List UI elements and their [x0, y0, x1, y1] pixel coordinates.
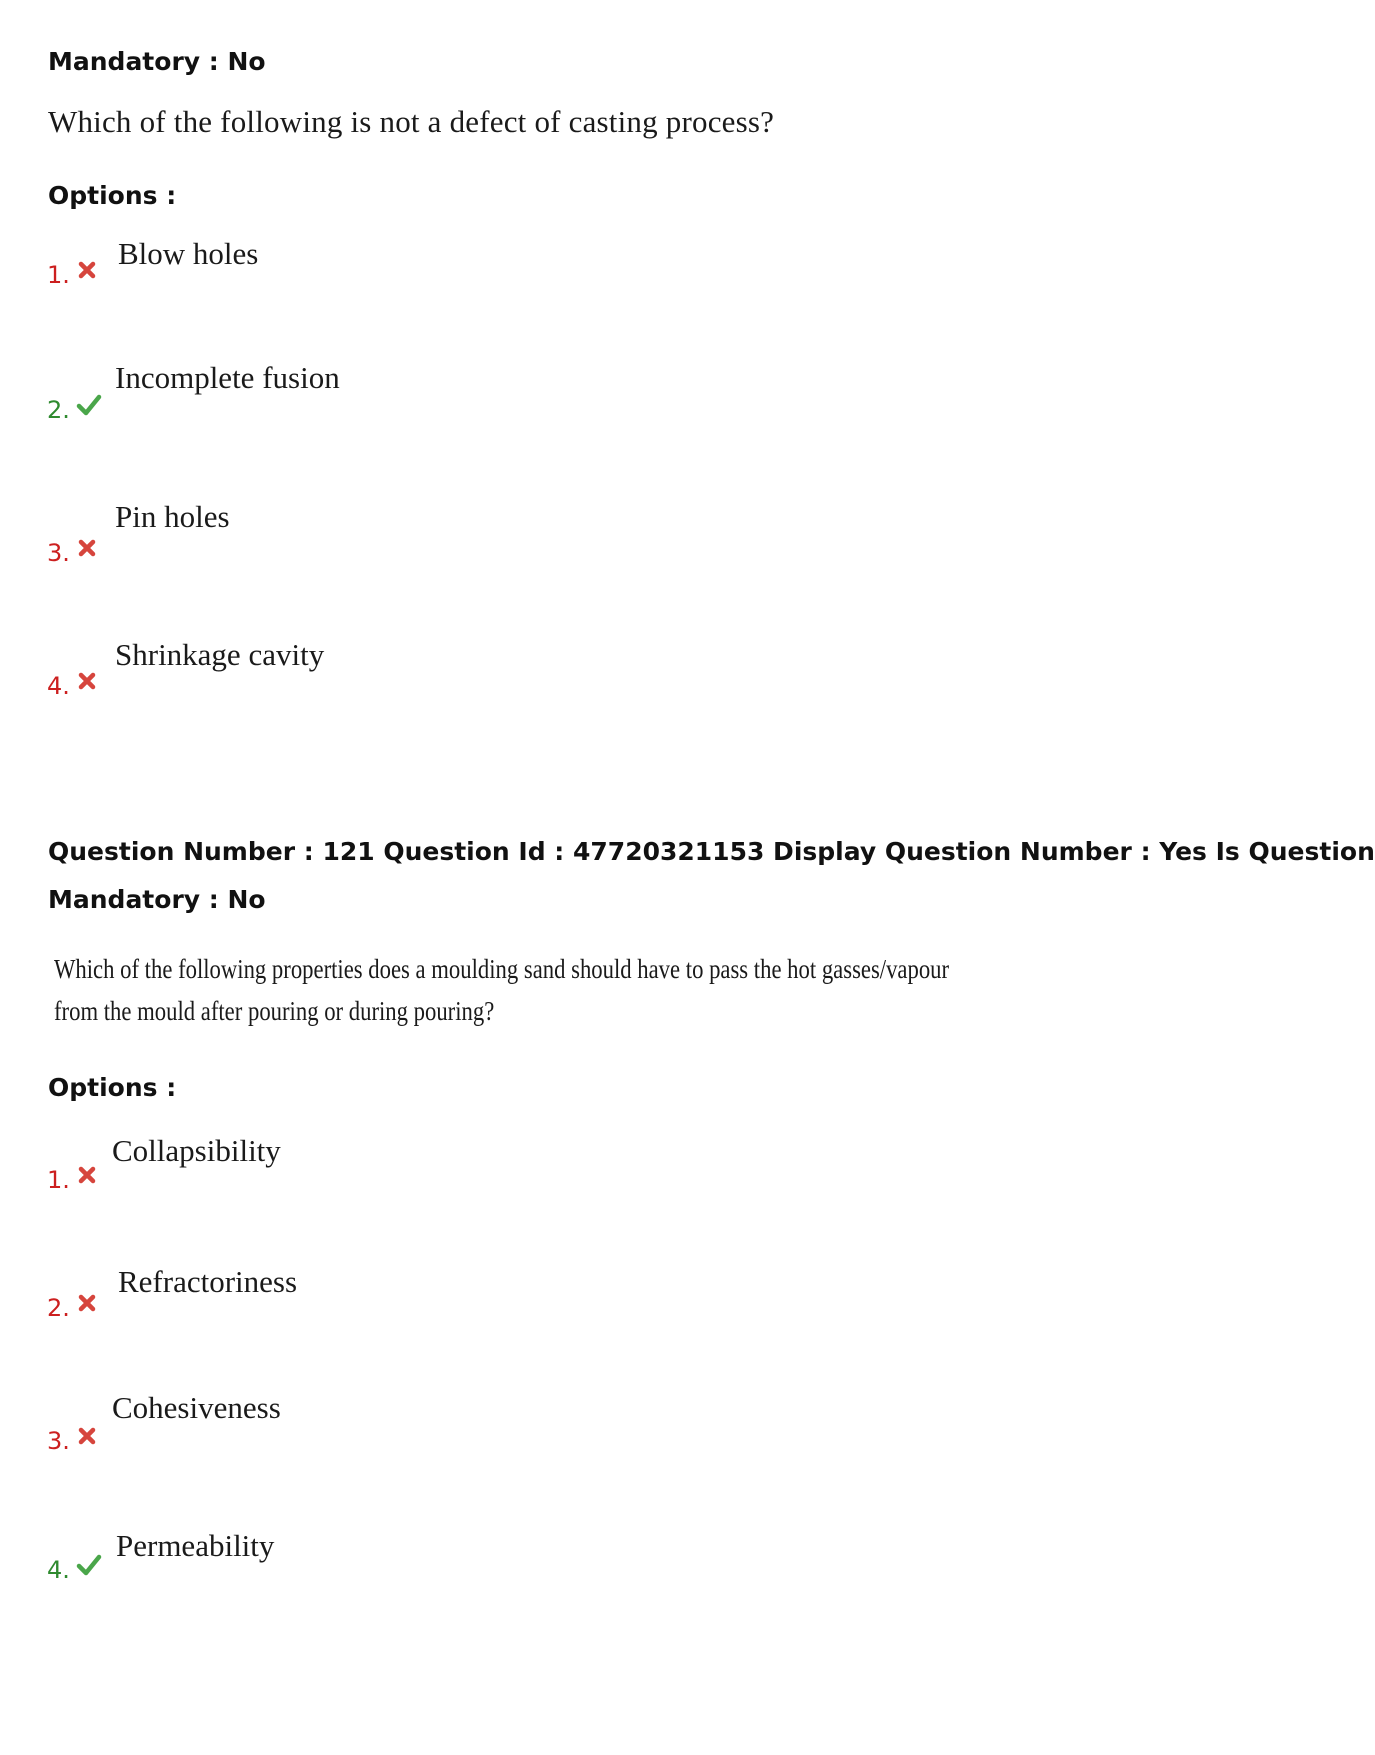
cross-icon	[76, 670, 98, 692]
cross-icon	[76, 1164, 98, 1186]
q1-option-4-number: 4.	[47, 672, 70, 700]
q1-option-2-number: 2.	[47, 396, 70, 424]
q1-option-3-text: Pin holes	[115, 499, 230, 534]
cross-icon	[76, 1425, 98, 1447]
q1-option-1-number: 1.	[47, 261, 70, 289]
q2-option-2-text: Refractoriness	[118, 1264, 298, 1299]
q2-options-label: Options :	[48, 1073, 177, 1102]
check-icon	[76, 393, 102, 417]
q2-option-2-number: 2.	[47, 1294, 70, 1322]
q2-mandatory: Mandatory : No	[48, 885, 266, 914]
cross-icon	[76, 259, 98, 281]
q1-option-3-number: 3.	[47, 539, 70, 567]
q1-option-2-text: Incomplete fusion	[115, 360, 340, 395]
q2-option-1-text: Collapsibility	[112, 1133, 281, 1168]
q1-mandatory: Mandatory : No	[48, 47, 266, 76]
q2-option-3-number: 3.	[47, 1427, 70, 1455]
cross-icon	[76, 1292, 98, 1314]
q1-option-4-text: Shrinkage cavity	[115, 637, 325, 672]
q1-option-1-text: Blow holes	[118, 236, 259, 271]
q1-options-label: Options :	[48, 181, 177, 210]
q2-question-line-1: Which of the following properties does a moulding sand should have to pass the hot gasses/vapour	[54, 954, 950, 984]
q2-option-4-text: Permeability	[116, 1528, 275, 1563]
q2-question-line-2: from the mould after pouring or during pouring?	[54, 996, 495, 1026]
q2-option-4-number: 4.	[47, 1556, 70, 1584]
q1-question-text: Which of the following is not a defect of casting process?	[48, 104, 775, 139]
q2-header: Question Number : 121 Question Id : 47720321153 Display Question Number : Yes Is Question	[48, 837, 1375, 866]
cross-icon	[76, 537, 98, 559]
check-icon	[76, 1553, 102, 1577]
q2-question-text	[54, 948, 949, 1032]
q2-option-1-number: 1.	[47, 1166, 70, 1194]
q2-option-3-text: Cohesiveness	[112, 1390, 281, 1425]
